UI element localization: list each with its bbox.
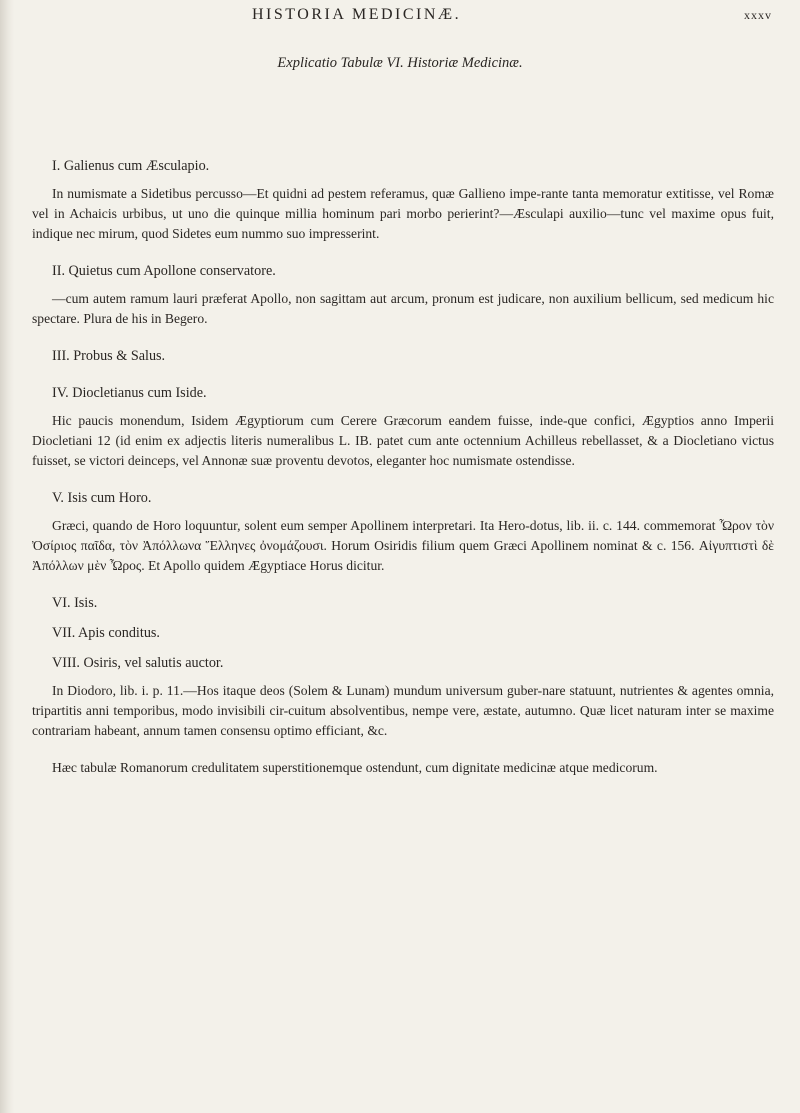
entry-2 (32, 261, 774, 329)
entry-heading: III. Probus & Salus. (52, 348, 166, 364)
entry-7 (32, 623, 774, 643)
entry-heading: V. Isis cum Horo. (52, 490, 152, 506)
body-text (32, 156, 774, 778)
entry-heading: VIII. Osiris, vel salutis auctor. (52, 655, 224, 671)
entry-heading: VII. Apis conditus. (52, 625, 160, 641)
entry-text: In Diodoro, lib. i. p. 11.—Hos itaque deos (Solem & Lunam) mundum universum guber-nare statuunt, nutrientes & agentes omnia, tripartitis anni temporibus, modo invisibili cir-cuitum absolventibus, nempe vere, æstate, autumno. Quæ licet naturam inter se maxime contrariam habeant, annum tamen consensu optimo efficiant, &c. (32, 683, 774, 738)
entry-heading: II. Quietus cum Apollone conservatore. (52, 263, 276, 279)
entry-text: Græci, quando de Horo loquuntur, solent eum semper Apollinem interpretari. Ita Hero-dotus, lib. ii. c. 144. commemorat Ὦρον τὸν Ὀσίριος παῖδα, τὸν Ἀπόλλωνα Ἕλληνες ὀνομάζουσι. Horum Osiridis filium quem Græci Apollinem nominat & c. 156. Αἰγυπτιστὶ δὲ Ἀπόλλων μὲν Ὦρος. Et Apollo quidem Ægyptiace Horus dicitur. (32, 518, 774, 573)
entry-heading: I. Galienus cum Æsculapio. (52, 158, 210, 174)
entry-1 (32, 156, 774, 244)
page-binding-edge (0, 0, 14, 1113)
closing-text: Hæc tabulæ Romanorum credulitatem superstitionemque ostendunt, cum dignitate medicinæ atque medicorum. (52, 760, 658, 775)
entry-6 (32, 593, 774, 613)
plate-caption: Explicatio Tabulæ VI. Historiæ Medicinæ. (277, 55, 523, 71)
entry-heading: VI. Isis. (52, 595, 98, 611)
entry-text: —cum autem ramum lauri præferat Apollo, non sagittam aut arcum, pronum est judicare, non auxilium bellicum, sed medicum hic spectare. Plura de his in Begero. (32, 291, 774, 326)
entry-4 (32, 383, 774, 471)
entry-text: Hic paucis monendum, Isidem Ægyptiorum cum Cerere Græcorum eandem fuisse, inde-que confici, Ægyptios anno Imperii Diocletiani 12 (id enim ex adjectis literis numeralibus L. IB. patet cum ante octennium Achilleus rebellasset, & a Diocletiano victus fuisset, se victori deinceps, vel Annonæ suæ proventu devotos, eleganter hoc numismate ostendisse. (32, 413, 774, 468)
page-number: xxxv (744, 8, 772, 22)
entry-heading: IV. Diocletianus cum Iside. (52, 385, 207, 401)
entry-8 (32, 653, 774, 741)
closing-paragraph (32, 758, 774, 778)
page-header (252, 6, 772, 30)
entry-3 (32, 346, 774, 366)
entry-5 (32, 488, 774, 576)
running-title: HISTORIA MEDICINÆ. (252, 6, 462, 23)
entry-text: In numismate a Sidetibus percusso—Et quidni ad pestem referamus, quæ Gallieno impe-rante tanta memoratur extitisse, vel Romæ vel in Achaicis urbibus, ut uno die quinque millia hominum pari morbo perierint?—Æsculapi auxilio—tunc vel maxime opus fuit, indique nec mirum, quod Sidetes eum nummo suo impresserint. (32, 186, 774, 241)
